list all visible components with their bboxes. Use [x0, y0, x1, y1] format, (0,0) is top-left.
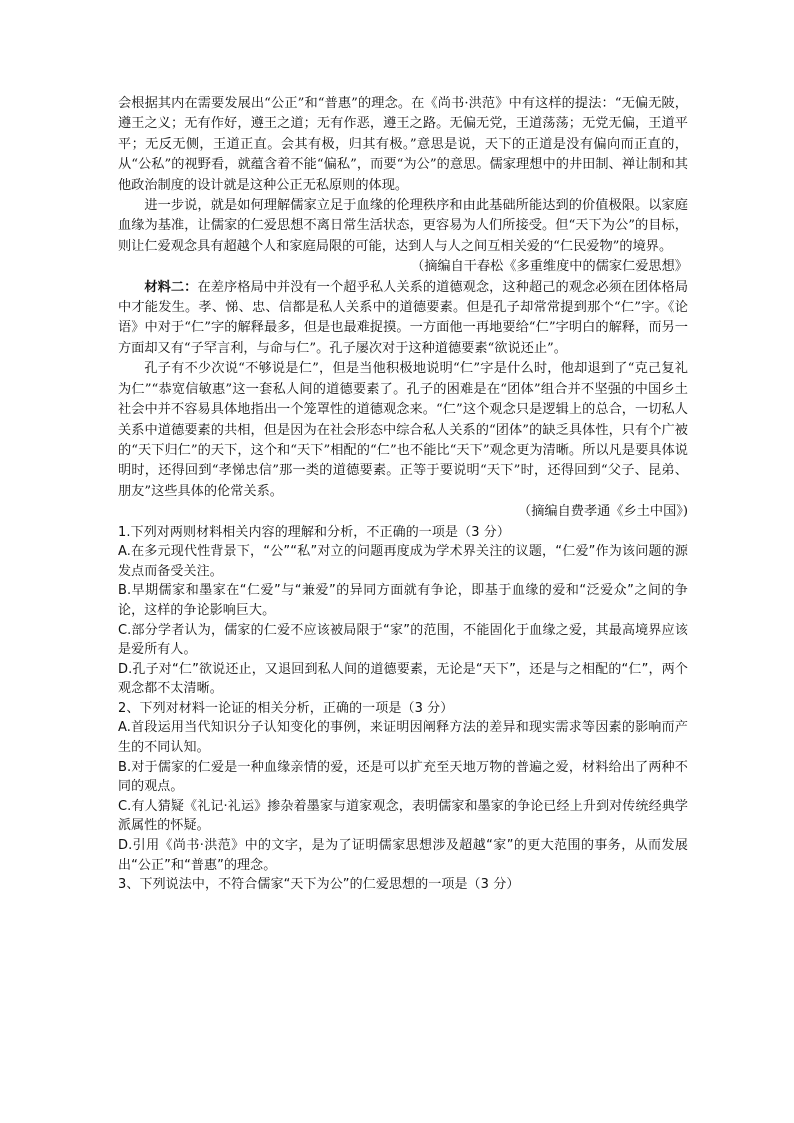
question-2-stem: 2、下列对材料一论证的相关分析，正确的一项是（3 分） [118, 700, 454, 716]
question-3-stem: 3、下列说法中，不符合儒家“天下为公”的仁爱思想的一项是（3 分） [118, 877, 520, 893]
material2-label: 材料二： [144, 279, 198, 295]
material2-paragraph-2: 孔子有不少次说“不够说是仁”，但是当他积极地说明“仁”字是什么时，他却退到了“克己复礼为仁”“恭宽信敏惠”这一套私人间的道德要素了。孔子的困难是在“团体”组合并不坚强的中国乡土社会中并不容易具体地指出一个笼罩性的道德观念来。“仁”这个观念只是逻辑上的总合，一切私人关系中道德要素的共相，但是因为在社会形态中综合私人关系的“团体”的缺乏具体性，只有个广被的“天下归仁”的天下，这个和“天下”相配的“仁”也不能比“天下”观念更为清晰。所以凡是要具体说明时，还得回到“孝悌忠信”那一类的道德要素。正等于要说明“天下”时，还得回到“父子、昆弟、朋友”这些具体的伦常关系。 [118, 361, 688, 499]
material1-paragraph-2: 进一步说，就是如何理解儒家立足于血缘的伦理秩序和由此基础所能达到的价值极限。以家庭血缘为基准，让儒家的仁爱思想不离日常生活状态，更容易为人们所接受。但“天下为公”的目标，则让仁爱观念具有超越个人和家庭局限的可能，达到人与人之间互相关爱的“仁民爱物”的境界。 [118, 198, 688, 254]
question-2-option-c: C.有人猜疑《礼记·礼运》掺杂着墨家与道家观念，表明儒家和墨家的争论已经上升到对传统经典学派属性的怀疑。 [118, 798, 688, 834]
question-2-option-b: B.对于儒家的仁爱是一种血缘亲情的爱，还是可以扩充至天地万物的普遍之爱，材料给出了两种不同的观点。 [118, 759, 688, 795]
question-1-option-d: D.孔子对“仁”欲说还止，又退回到私人间的道德要素，无论是“天下”，还是与之相配的“仁”，两个观念都不太清晰。 [118, 661, 688, 697]
question-2-option-a: A.首段运用当代知识分子认知变化的事例，来证明因阐释方法的差异和现实需求等因素的影响而产生的不同认知。 [118, 720, 688, 756]
material1-paragraph-1: 会根据其内在需要发展出“公正”和“普惠”的理念。在《尚书·洪范》中有这样的提法：“无偏无陂，遵王之义；无有作好，遵王之道；无有作恶，遵王之路。无偏无党，王道荡荡；无党无偏，王道平平；无反无侧，王道正直。会其有极，归其有极。”意思是说，天下的正道是没有偏向而正直的，从“公私”的视野看，就蕴含着不能“偏私”，而要“为公”的意思。儒家理想中的井田制、禅让制和其他政治制度的设计就是这种公正无私原则的体现。 [118, 96, 688, 193]
question-1-stem: 1.下列对两则材料相关内容的理解和分析，不正确的一项是（3 分） [118, 524, 511, 540]
material2-paragraph-1 [118, 278, 688, 360]
material2-paragraph-1-text: 在差序格局中并没有一个超乎私人关系的道德观念，这种超己的观念必须在团体格局中才能发生。孝、悌、忠、信都是私人关系中的道德要素。但是孔子却常常提到那个“仁”字。《论语》中对于“仁”字的解释最多，但是也最难捉摸。一方面他一再地要给“仁”字明白的解释，而另一方面却又有“子罕言利，与命与仁”。孔子屡次对于这种道德要素“欲说还止”。 [118, 279, 689, 356]
question-2-option-d: D.引用《尚书·洪范》中的文字，是为了证明儒家思想涉及超越“家”的更大范围的事务，从而发展出“公正”和“普惠”的理念。 [118, 838, 688, 873]
document-page [118, 94, 688, 895]
question-1-option-b: B.早期儒家和墨家在“仁爱”与“兼爱”的异同方面就有争论，即基于血缘的爱和“泛爱众”之间的争论，这样的争论影响巨大。 [118, 583, 688, 618]
question-1-option-c: C.部分学者认为，儒家的仁爱不应该被局限于“家”的范围，不能固化于血缘之爱，其最高境界应该是爱所有人。 [118, 622, 688, 658]
question-1-option-a: A.在多元现代性背景下，“公”“私”对立的问题再度成为学术界关注的议题，“仁爱”作为该问题的源发点而备受关注。 [118, 544, 688, 579]
material1-source: （摘编自干春松《多重维度中的儒家仁爱思想》 [411, 259, 688, 275]
material2-source: （摘编自费孝通《乡土中国》) [518, 504, 688, 520]
